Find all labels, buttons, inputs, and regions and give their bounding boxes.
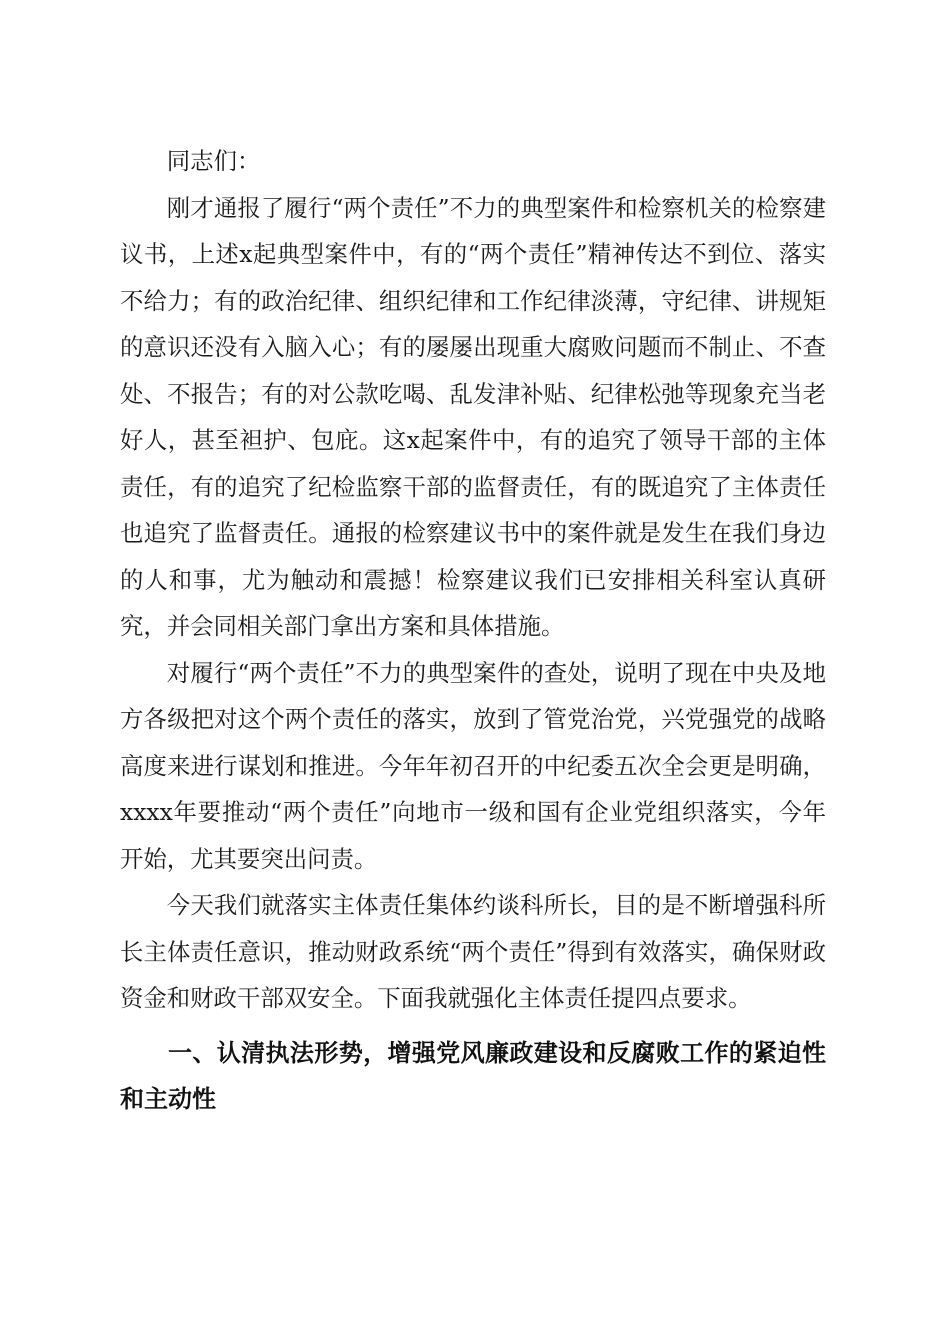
paragraph-case-report: 刚才通报了履行“两个责任”不力的典型案件和检察机关的检察建议书，上述x起典型案件中，有的“两个责任”精神传达不到位、落实不给力；有的政治纪律、组织纪律和工作纪律淡薄，守纪律、讲规矩的意识还没有入脑入心；有的屡屡出现重大腐败问题而不制止、不查处、不报告；有的对公款吃喝、乱发津补贴、纪律松弛等现象充当老好人，甚至袒护、包庇。这x起案件中，有的追究了领导干部的主体责任，有的追究了纪检监察干部的监督责任，有的既追究了主体责任也追究了监督责任。通报的检察建议书中的案件就是发生在我们身边的人和事，尤为触动和震撼！检察建议我们已安排相关科室认真研究，并会同相关部门拿出方案和具体措施。 xyxy=(120,193,826,640)
section-heading: 一、认清执法形势，增强党风廉政建设和反腐败工作的紧迫性和主动性 xyxy=(120,1038,826,1113)
paragraph-purpose: 今天我们就落实主体责任集体约谈科所长，目的是不断增强科所长主体责任意识，推动财政系统“两个责任”得到有效落实，确保财政资金和财政干部双安全。下面我就强化主体责任提四点要求。 xyxy=(120,891,826,1012)
salutation: 同志们： xyxy=(166,147,261,175)
document-body xyxy=(120,138,826,1123)
paragraph-strategic-height: 对履行“两个责任”不力的典型案件的查处，说明了现在中央及地方各级把对这个两个责任的落实，放到了管党治党，兴党强党的战略高度来进行谋划和推进。今年年初召开的中纪委五次全会更是明确，xxxx年要推动“两个责任”向地市一级和国有企业党组织落实，今年开始，尤其要突出问责。 xyxy=(120,658,826,873)
